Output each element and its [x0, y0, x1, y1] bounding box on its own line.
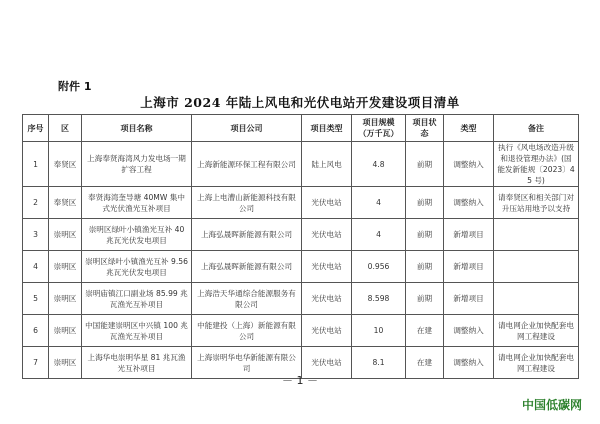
cell-category: 调整纳入	[444, 142, 494, 187]
table-row	[23, 315, 579, 347]
cell-scale: 4	[352, 219, 406, 251]
cell-status: 前期	[406, 283, 444, 315]
table-row	[23, 142, 579, 187]
cell-no: 4	[23, 251, 49, 283]
table-row	[23, 283, 579, 315]
cell-no: 5	[23, 283, 49, 315]
cell-no: 2	[23, 187, 49, 219]
cell-remark: 执行《风电场改造升级和退役管理办法》(国能发新能规〔2023〕45 号)	[494, 142, 579, 187]
cell-company: 上海弘晟晖新能源有限公司	[192, 219, 302, 251]
header-category: 类型	[444, 115, 494, 142]
cell-scale: 8.1	[352, 347, 406, 379]
project-table	[22, 114, 579, 379]
cell-district: 崇明区	[49, 219, 82, 251]
cell-scale: 8.598	[352, 283, 406, 315]
cell-no: 1	[23, 142, 49, 187]
cell-no: 3	[23, 219, 49, 251]
cell-type: 光伏电站	[302, 315, 352, 347]
document-title: 上海市 2024 年陆上风电和光伏电站开发建设项目清单	[140, 95, 460, 110]
cell-district: 崇明区	[49, 347, 82, 379]
cell-company: 中能建投（上海）新能源有限公司	[192, 315, 302, 347]
cell-district: 奉贤区	[49, 142, 82, 187]
cell-type: 光伏电站	[302, 347, 352, 379]
header-scale: 项目规模（万千瓦）	[352, 115, 406, 142]
cell-category: 调整纳入	[444, 187, 494, 219]
cell-name: 上海华电崇明华星 81 兆瓦渔光互补项目	[82, 347, 192, 379]
cell-company: 上海浩天华通综合能源服务有限公司	[192, 283, 302, 315]
cell-district: 崇明区	[49, 283, 82, 315]
cell-type: 光伏电站	[302, 251, 352, 283]
cell-category: 调整纳入	[444, 347, 494, 379]
attachment-label: 附件 1	[58, 80, 92, 93]
cell-company: 上海弘晟晖新能源有限公司	[192, 251, 302, 283]
cell-scale: 10	[352, 315, 406, 347]
cell-remark	[494, 219, 579, 251]
cell-district: 奉贤区	[49, 187, 82, 219]
cell-no: 7	[23, 347, 49, 379]
cell-district: 崇明区	[49, 315, 82, 347]
cell-name: 崇明庙镇江口副业场 85.99 兆瓦渔光互补项目	[82, 283, 192, 315]
header-name: 项目名称	[82, 115, 192, 142]
table-row	[23, 219, 579, 251]
cell-company: 上海新能源环保工程有限公司	[192, 142, 302, 187]
table-header-row	[23, 115, 579, 142]
page-number: － 1 －	[282, 374, 318, 387]
cell-category: 调整纳入	[444, 315, 494, 347]
cell-remark	[494, 251, 579, 283]
cell-name: 崇明区绿叶小镇渔光互补 9.56 兆瓦光伏发电项目	[82, 251, 192, 283]
cell-remark: 请奉贤区和相关部门对升压站用地予以支持	[494, 187, 579, 219]
cell-status: 在建	[406, 315, 444, 347]
cell-remark	[494, 283, 579, 315]
cell-company: 上海崇明华电华新能源有限公司	[192, 347, 302, 379]
header-company: 项目公司	[192, 115, 302, 142]
cell-remark: 请电网企业加快配套电网工程建设	[494, 347, 579, 379]
table-row	[23, 251, 579, 283]
cell-scale: 0.956	[352, 251, 406, 283]
cell-status: 前期	[406, 219, 444, 251]
cell-status: 前期	[406, 187, 444, 219]
cell-no: 6	[23, 315, 49, 347]
cell-type: 陆上风电	[302, 142, 352, 187]
cell-type: 光伏电站	[302, 219, 352, 251]
cell-type: 光伏电站	[302, 283, 352, 315]
header-district: 区	[49, 115, 82, 142]
cell-company: 上海上电漕山新能源科技有限公司	[192, 187, 302, 219]
header-no: 序号	[23, 115, 49, 142]
cell-category: 新增项目	[444, 219, 494, 251]
cell-name: 中国能建崇明区中兴镇 100 兆瓦渔光互补项目	[82, 315, 192, 347]
cell-name: 奉贤海湾奎导塘 40MW 集中式光伏渔光互补项目	[82, 187, 192, 219]
cell-scale: 4.8	[352, 142, 406, 187]
header-remark: 备注	[494, 115, 579, 142]
header-type: 项目类型	[302, 115, 352, 142]
cell-scale: 4	[352, 187, 406, 219]
cell-name: 崇明区绿叶小镇渔光互补 40 兆瓦光伏发电项目	[82, 219, 192, 251]
cell-status: 前期	[406, 142, 444, 187]
cell-category: 新增项目	[444, 251, 494, 283]
table-row	[23, 187, 579, 219]
cell-type: 光伏电站	[302, 187, 352, 219]
watermark: 中国低碳网	[521, 398, 582, 412]
cell-name: 上海奉贤海湾风力发电场一期扩容工程	[82, 142, 192, 187]
cell-district: 崇明区	[49, 251, 82, 283]
cell-category: 新增项目	[444, 283, 494, 315]
header-status: 项目状态	[406, 115, 444, 142]
cell-status: 前期	[406, 251, 444, 283]
cell-remark: 请电网企业加快配套电网工程建设	[494, 315, 579, 347]
cell-status: 在建	[406, 347, 444, 379]
